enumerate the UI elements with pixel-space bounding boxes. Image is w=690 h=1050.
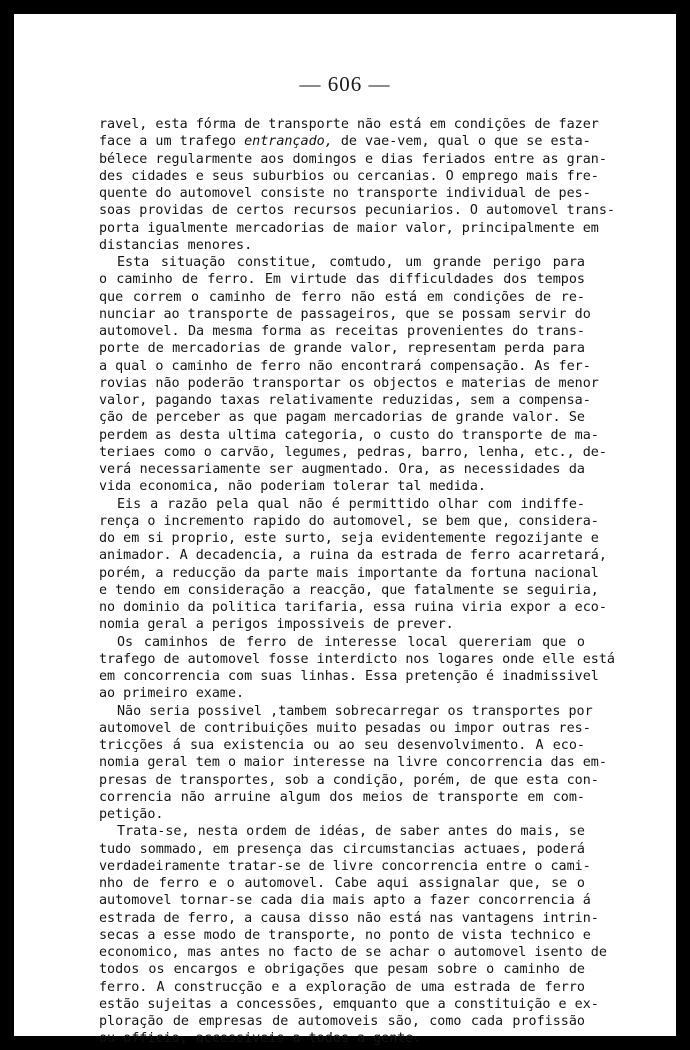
italic-word: entrançado, (244, 134, 333, 150)
page-number: — 606 — (299, 72, 391, 96)
text-line: Eis a razão pela qual não é permittido olhar com indiffe- (117, 496, 585, 512)
text-line: ploração de empresas de automoveis são, como cada profissão (99, 1014, 585, 1029)
text-line: do em si proprio, este surto, seja evidentemente regozijante e (99, 531, 599, 546)
text-fragment: face a um trafego (99, 134, 237, 150)
text-line: Os caminhos de ferro de interesse local quereriam que o (117, 634, 585, 650)
text-line: quente do automovel consiste no transporte individual de pes- (99, 186, 591, 201)
paragraph-2 (99, 254, 607, 496)
text-line: o caminho de ferro. Em virtude das difficuldades dos tempos (99, 272, 585, 288)
paragraph-3 (99, 496, 607, 634)
text-line: secas a esse modo de transporte, no ponto de vista technico e (99, 927, 591, 943)
text-line: ou officio, accessiveis a todos a gente. (99, 1031, 422, 1047)
document-page (14, 14, 676, 1047)
text-line: rovias não poderão transportar os objectos e materias de menor (99, 375, 599, 391)
text-line: ravel, esta fórma de transporte não está em condições de fazer (99, 117, 599, 132)
text-line: todos os encargos e obrigações que pesam sobre o caminho de (99, 962, 585, 978)
text-line: bélece regularmente aos domingos e dias feriados entre as gran- (99, 151, 607, 167)
text-line: des cidades e seus suburbios ou cercanias. O emprego mais fre- (99, 168, 599, 184)
paragraph-6 (99, 823, 607, 1047)
text-line: porém, a reducção da parte mais importante da fortuna nacional (99, 565, 599, 581)
text-line: nunciar ao transporte de passageiros, que se possam servir do (99, 306, 591, 322)
text-line: automovel. Da mesma forma as receitas provenientes do trans- (99, 324, 585, 339)
text-line: Trata-se, nesta ordem de idéas, de saber antes do mais, se (117, 824, 585, 840)
text-line: verdadeiramente tratar-se de livre concorrencia entre o cami- (99, 858, 591, 874)
text-line: Não seria possivel ,tambem sobrecarregar os transportes por (117, 703, 593, 719)
text-line: economico, mas antes no facto de se achar o automovel isento de (99, 945, 607, 960)
text-line: no dominio da politica tarifaria, essa ruina viria expor a eco- (99, 600, 607, 615)
text-line: correncia não arruine algum dos meios de transporte em com- (99, 789, 585, 805)
paragraph-5 (99, 703, 607, 824)
paragraph-4 (99, 634, 615, 703)
text-line: porte de mercadorias de grande valor, representam perda para (99, 341, 585, 357)
text-line: petição. (99, 807, 164, 822)
text-line: valor, pagando taxas relativamente reduzidas, sem a compensa- (99, 393, 591, 408)
text-line: soas providas de certos recursos pecuniarios. O automovel trans- (99, 203, 615, 219)
text-line: que correm o caminho de ferro não está em condições de re- (99, 289, 585, 305)
text-line (99, 133, 591, 150)
body-text (99, 116, 615, 1048)
text-line: nomia geral tem o maior interesse na livre concorrencia das em- (99, 755, 607, 771)
paragraph-1 (99, 116, 615, 254)
text-line: automovel tornar-se cada dia mais apto a fazer concorrencia á (99, 893, 591, 909)
text-line: estão sujeitas a concessões, emquanto que a constituição e ex- (99, 996, 599, 1012)
text-line: distancias menores. (99, 237, 253, 253)
text-line: e tendo em consideração a reacção, que fatalmente se seguiria, (99, 582, 599, 598)
text-line: automovel de contribuições muito pesadas ou impor outras res- (99, 720, 591, 736)
text-line: porta igualmente mercadorias de maior valor, principalmente em (99, 220, 599, 236)
text-line: teriaes como o carvão, legumes, pedras, barro, lenha, etc., de- (99, 444, 607, 460)
text-line: ao primeiro exame. (99, 686, 245, 702)
text-line: vida economica, não poderiam tolerar tal medida. (99, 479, 486, 495)
text-line: nho de ferro e o automovel. Cabe aqui assignalar que, se o (99, 876, 585, 891)
text-line: tudo sommado, em presença das circumstancias actuaes, poderá (99, 841, 585, 857)
text-line: a qual o caminho de ferro não encontrará compensação. As fer- (99, 358, 591, 374)
text-line: presas de transportes, sob a condição, porém, de que esta con- (99, 772, 599, 788)
text-line: nomia geral a perigos impossiveis de prever. (99, 617, 454, 633)
text-line: Esta situação constitue, comtudo, um grande perigo para (117, 255, 585, 270)
text-line: verá necessariamente ser augmentado. Ora, as necessidades da (99, 462, 585, 477)
text-line: estrada de ferro, a causa disso não está nas vantagens intrin- (99, 910, 599, 926)
text-line: tricções á sua existencia ou ao seu desenvolvimento. A eco- (99, 738, 585, 753)
text-line: trafego de automovel fosse interdicto nos logares onde elle está (99, 651, 615, 667)
text-line: em concorrencia com suas linhas. Essa pretenção é inadmissivel (99, 669, 599, 684)
text-line: animador. A decadencia, a ruina da estrada de ferro acarretará, (99, 548, 607, 564)
text-line: rença o incremento rapido do automovel, se bem que, considera- (99, 513, 599, 529)
text-line: ção de perceber as que pagam mercadorias de grande valor. Se (99, 410, 585, 426)
text-line: perdem as desta ultima categoria, o custo do transporte de ma- (99, 427, 599, 443)
text-line: ferro. A construcção e a exploração de uma estrada de ferro (99, 979, 585, 995)
text-fragment: de vae-vem, qual o que se esta- (340, 134, 591, 150)
